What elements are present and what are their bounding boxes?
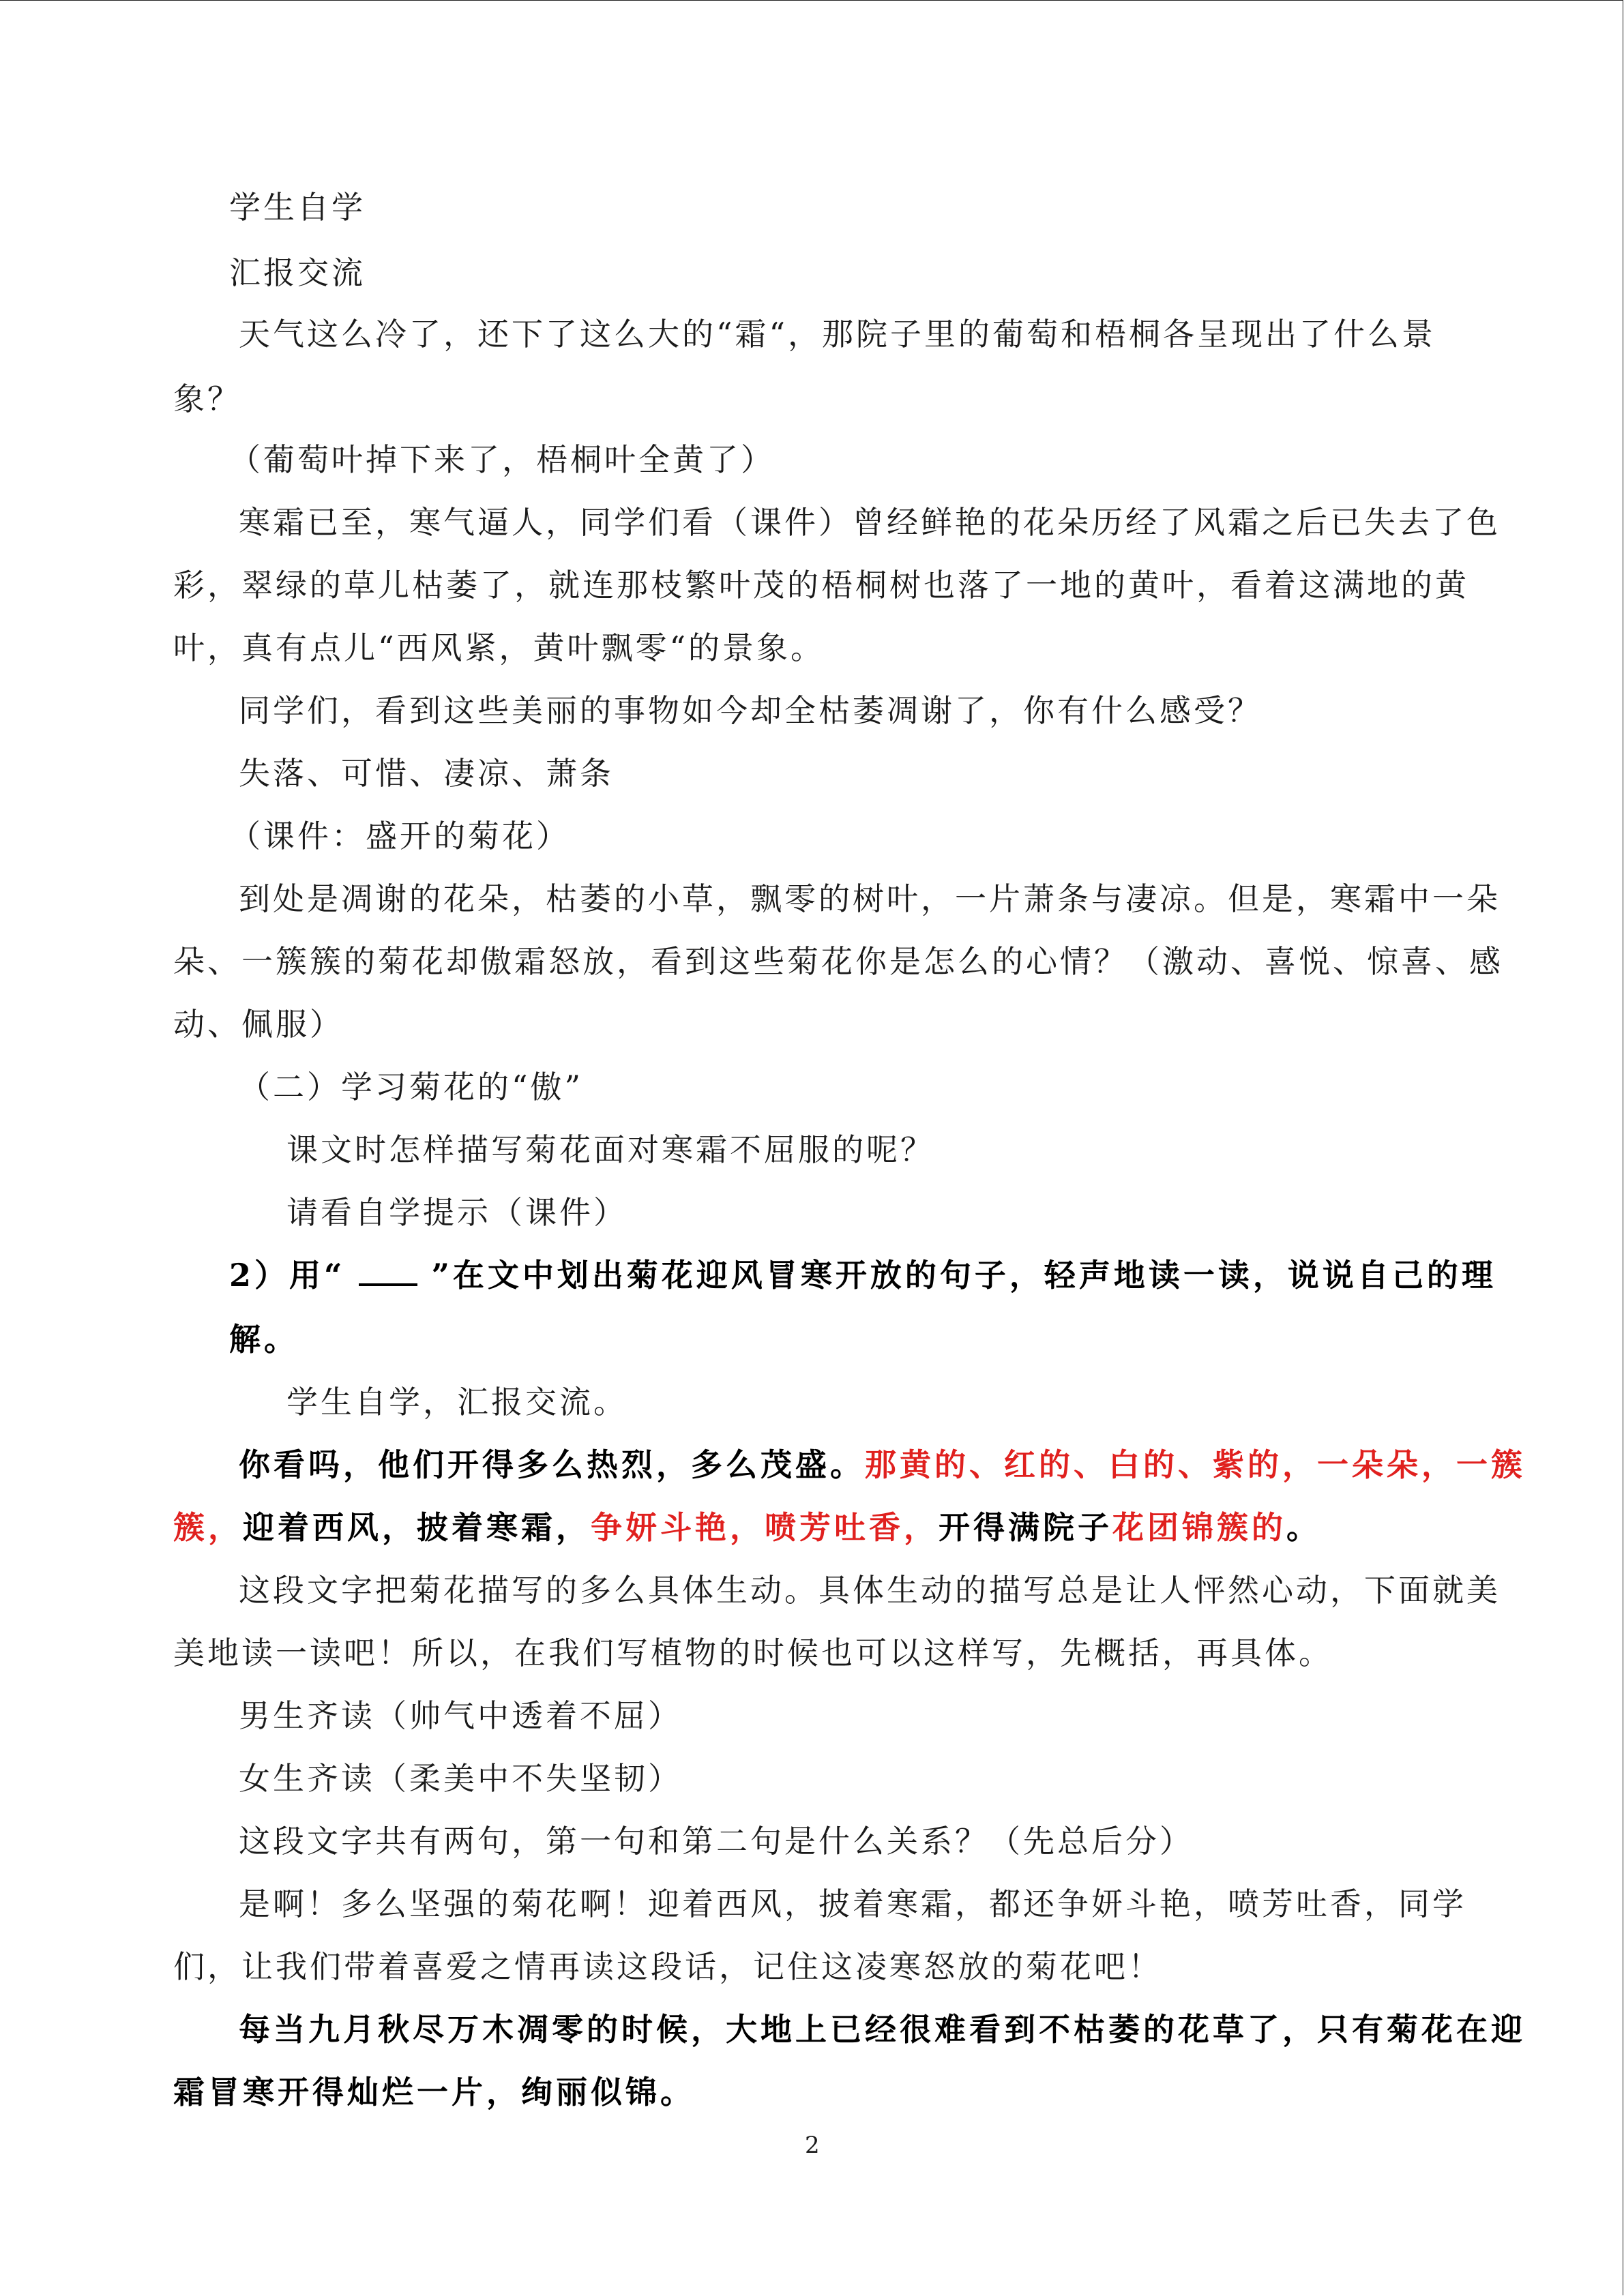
text-line: 汇报交流	[229, 254, 366, 291]
quote-line	[173, 1507, 1321, 1548]
quote-line: 霜冒寒开得灿烂一片，绚丽似锦。	[173, 2074, 695, 2111]
quote-highlight: 那黄的、红的、白的、紫的，一朵朵，一簇	[865, 1446, 1526, 1483]
text-line: 美地读一读吧！所以，在我们写植物的时候也可以这样写，先概括，再具体。	[173, 1635, 1333, 1671]
text-line: 这段文字共有两句，第一句和第二句是什么关系？（先总后分）	[239, 1823, 1194, 1860]
quote-highlight: 簇，	[173, 1509, 243, 1546]
quote-text: 你看吗，他们开得多么热烈，多么茂盛。	[239, 1446, 865, 1483]
quote-text: 迎着西风，披着寒霜，	[243, 1509, 591, 1546]
text-line: 们，让我们带着喜爱之情再读这段话，记住这凌寒怒放的菊花吧！	[173, 1948, 1162, 1985]
task-prefix: 2）用“	[229, 1257, 346, 1294]
task-line: 解。	[229, 1321, 299, 1358]
text-line: 同学们，看到这些美丽的事物如今却全枯萎凋谢了，你有什么感受？	[239, 692, 1262, 729]
text-line: 到处是凋谢的花朵，枯萎的小草，飘零的树叶，一片萧条与凄凉。但是，寒霜中一朵	[239, 880, 1501, 917]
text-line: 学生自学	[229, 189, 366, 226]
quote-text: 。	[1286, 1509, 1321, 1546]
text-line: 寒霜已至，寒气逼人，同学们看（课件）曾经鲜艳的花朵历经了风霜之后已失去了色	[239, 504, 1501, 541]
task-line	[229, 1255, 1496, 1296]
quote-highlight: 争妍斗艳，喷芳吐香，	[591, 1509, 939, 1546]
section-heading: （二）学习菊花的“傲”	[239, 1069, 584, 1105]
text-line: 是啊！多么坚强的菊花啊！迎着西风，披着寒霜，都还争妍斗艳，喷芳吐香，同学	[239, 1885, 1466, 1922]
quote-highlight: 花团锦簇的	[1112, 1509, 1286, 1546]
text-line: 女生齐读（柔美中不失坚韧）	[239, 1760, 682, 1797]
text-line: 这段文字把菊花描写的多么具体生动。具体生动的描写总是让人怦然心动，下面就美	[239, 1572, 1501, 1609]
text-line: 失落、可惜、凄凉、萧条	[239, 755, 614, 792]
text-line: 天气这么冷了，还下了这么大的“霜“，那院子里的葡萄和梧桐各呈现出了什么景	[239, 316, 1436, 353]
text-line: 学生自学，汇报交流。	[286, 1384, 628, 1420]
text-line: 课文时怎样描写菊花面对寒霜不屈服的呢？	[286, 1131, 934, 1168]
text-line: 象？	[173, 381, 241, 417]
text-line: 动、佩服）	[173, 1006, 344, 1043]
text-line: （葡萄叶掉下来了，梧桐叶全黄了）	[229, 441, 775, 478]
task-suffix: ”在文中划出菊花迎风冒寒开放的句子，轻声地读一读，说说自己的理	[431, 1257, 1496, 1294]
text-line: 男生齐读（帅气中透着不屈）	[239, 1697, 682, 1734]
text-line: 请看自学提示（课件）	[286, 1194, 628, 1231]
quote-line	[239, 1444, 1526, 1485]
text-line: （课件：盛开的菊花）	[229, 818, 570, 854]
text-line: 朵、一簇簇的菊花却傲霜怒放，看到这些菊花你是怎么的心情？（激动、喜悦、惊喜、感	[173, 943, 1503, 980]
quote-line: 每当九月秋尽万木凋零的时候，大地上已经很难看到不枯萎的花草了，只有菊花在迎	[239, 2011, 1526, 2048]
text-line: 彩，翠绿的草儿枯萎了，就连那枝繁叶茂的梧桐树也落了一地的黄叶，看着这满地的黄	[173, 567, 1469, 603]
page-number: 2	[805, 2132, 820, 2159]
underline-blank	[359, 1260, 417, 1286]
quote-text: 开得满院子	[939, 1509, 1112, 1546]
text-line: 叶，真有点儿“西风紧，黄叶飘零“的景象。	[173, 629, 825, 666]
